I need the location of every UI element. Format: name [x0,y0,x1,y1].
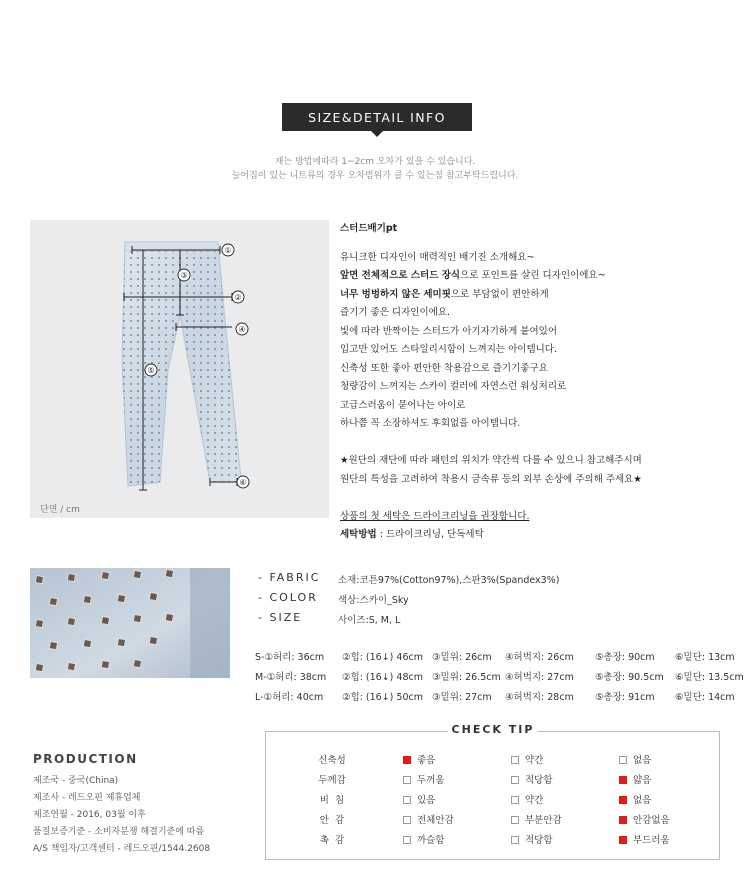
checkbox-icon [619,776,627,784]
check-option: 까슬함 [403,832,445,846]
fabric-detail-photo [30,568,230,678]
checkbox-icon [403,816,411,824]
desc-line [340,267,740,286]
size-cell: S-①허리: 36cm [255,652,325,663]
size-value: 사이즈:S, M, L [338,615,401,626]
production-line: A/S 책임자/고객센터 - 레드오핀/1544.2608 [33,844,211,854]
check-category: 안 감 [319,815,345,826]
check-option: 두꺼움 [403,772,445,786]
size-cell: ③밑위: 27cm [432,692,492,703]
marker-2: ② [234,293,242,302]
size-cell: ⑤총장: 91cm [595,692,655,703]
desc-bold: 앞면 전체적으로 스터드 장식 [340,270,461,281]
desc-line [340,286,740,305]
notice-line: ★원단의 재단에 따라 패턴의 위치가 약간씩 다를 수 있으니 참고해주시며 [340,455,642,466]
notice-knit: 늘어짐이 있는 니트류의 경우 오차범위가 클 수 있는점 참고부탁드립니다. [231,171,519,181]
size-cell: ⑥밑단: 13cm [675,652,735,663]
size-cell: ⑥밑단: 13.5cm [675,672,744,683]
checkbox-icon [511,756,519,764]
desc-line: 빛에 따라 반짝이는 스터드가 아기자기하게 붙여있어 [340,325,557,337]
checkbox-icon [619,796,627,804]
size-cell: ④허벅지: 27cm [505,672,574,683]
checkbox-icon [403,836,411,844]
checkbox-icon [511,776,519,784]
wash-value: : 드라이크리닝, 단독세탁 [376,529,484,540]
check-option: 적당함 [511,832,553,846]
production-line: 제조연월 - 2016, 03월 이후 [33,810,146,820]
desc-line: 고급스러움이 묻어나는 아이로 [340,399,466,411]
checkbox-icon [511,796,519,804]
checkbox-icon [403,796,411,804]
size-cell: ④허벅지: 28cm [505,692,574,703]
pants-illustration [30,220,329,518]
size-label: - SIZE [258,611,303,624]
check-option: 없음 [619,752,651,766]
desc-line: 하나쯤 꼭 소장하셔도 후회없을 아이템니다. [340,418,521,429]
size-cell: ③밑위: 26.5cm [432,672,501,683]
color-label: - COLOR [258,591,318,604]
check-option: 부드러움 [619,832,670,846]
checkbox-icon [511,836,519,844]
wash-method [340,526,740,545]
check-option: 얇음 [619,772,651,786]
product-name: 스터드배기pt [340,223,398,234]
size-cell: L-①허리: 40cm [255,692,324,703]
size-cell: ③밑위: 26cm [432,652,492,663]
size-cell: ⑤총장: 90cm [595,652,655,663]
check-category: 비 침 [319,795,345,806]
production-title: PRODUCTION [33,752,138,766]
check-option: 전체안감 [403,812,454,826]
checkbox-icon [619,836,627,844]
marker-6: ⑥ [239,478,247,487]
desc-bold: 너무 벙벙하지 않은 세미핏 [340,288,451,300]
checkbox-icon [619,816,627,824]
checkbox-icon [403,756,411,764]
size-cell: ②힙: (16↓) 46cm [342,652,423,663]
size-cell: ②힙: (16↓) 50cm [342,692,423,703]
marker-3: ③ [180,271,188,280]
check-option: 약간 [511,792,543,806]
size-cell: ⑤총장: 90.5cm [595,672,664,683]
production-line: 품질보증기준 - 소비자분쟁 해결기준에 따름 [33,827,205,837]
checkbox-icon [511,816,519,824]
production-line: 제조국 - 중국(China) [33,776,119,786]
check-category: 두께감 [318,775,346,786]
check-option: 적당함 [511,772,553,786]
desc-line: 즐기기 좋은 디자인이에요. [340,307,451,318]
check-option: 안감없음 [619,812,670,826]
marker-1: ① [224,246,232,255]
size-cell: ⑥밑단: 14cm [675,692,735,703]
check-tip-title: CHECK TIP [451,723,535,736]
check-option: 좋음 [403,752,435,766]
desc-line: 청량감이 느껴지는 스카이 컬러에 자연스런 워싱처리로 [340,381,567,392]
checkbox-icon [403,776,411,784]
wash-note: 상품의 첫 세탁은 드라이크리닝을 권장합니다. [340,510,530,522]
check-category: 촉 감 [319,835,345,846]
check-option: 없음 [619,792,651,806]
desc-text: 으로 포인트를 살린 디자인이에요~ [460,270,606,281]
size-row-m [255,669,750,683]
checkbox-icon [619,756,627,764]
title-pointer [370,130,384,137]
desc-line: 입고만 있어도 스타일리시함이 느껴지는 아이템니다. [340,344,557,355]
check-option: 약간 [511,752,543,766]
page-title: SIZE&DETAIL INFO [282,103,472,131]
unit-label: 단면 / cm [40,505,80,515]
fabric-value: 소재:코튼97%(Cotton97%),스판3%(Spandex3%) [338,575,560,586]
size-row-l [255,689,750,703]
check-category: 신축성 [318,755,346,766]
notice-measurement: 재는 방법에따라 1~2cm 오차가 있을 수 있습니다. [274,157,476,167]
color-value: 색상:스카이_Sky [338,595,409,606]
desc-line: 유니크한 디자인이 매력적인 배기진 소개해요~ [340,251,535,263]
marker-4: ④ [238,325,246,334]
size-cell: ②힙: (16↓) 48cm [342,672,423,683]
check-option: 있음 [403,792,435,806]
check-option: 부분안감 [511,812,562,826]
size-cell: M-①허리: 38cm [255,672,327,683]
desc-line: 신축성 또한 좋아 편안한 착용감으로 즐기기좋구요 [340,362,548,374]
fabric-label: - FABRIC [258,571,321,584]
size-diagram [30,220,329,518]
marker-5: ⑤ [147,366,155,375]
size-row-s [255,649,750,663]
wash-label: 세탁방법 [340,529,377,540]
size-cell: ④허벅지: 26cm [505,652,574,663]
desc-text: 으로 부담없이 편안하게 [450,288,549,300]
product-description [340,220,740,545]
production-line: 제조사 - 레드오핀 제휴업체 [33,793,141,803]
notice-line: 원단의 특성을 고려하여 착용시 금속류 등의 외부 손상에 주의해 주세요★ [340,473,642,485]
